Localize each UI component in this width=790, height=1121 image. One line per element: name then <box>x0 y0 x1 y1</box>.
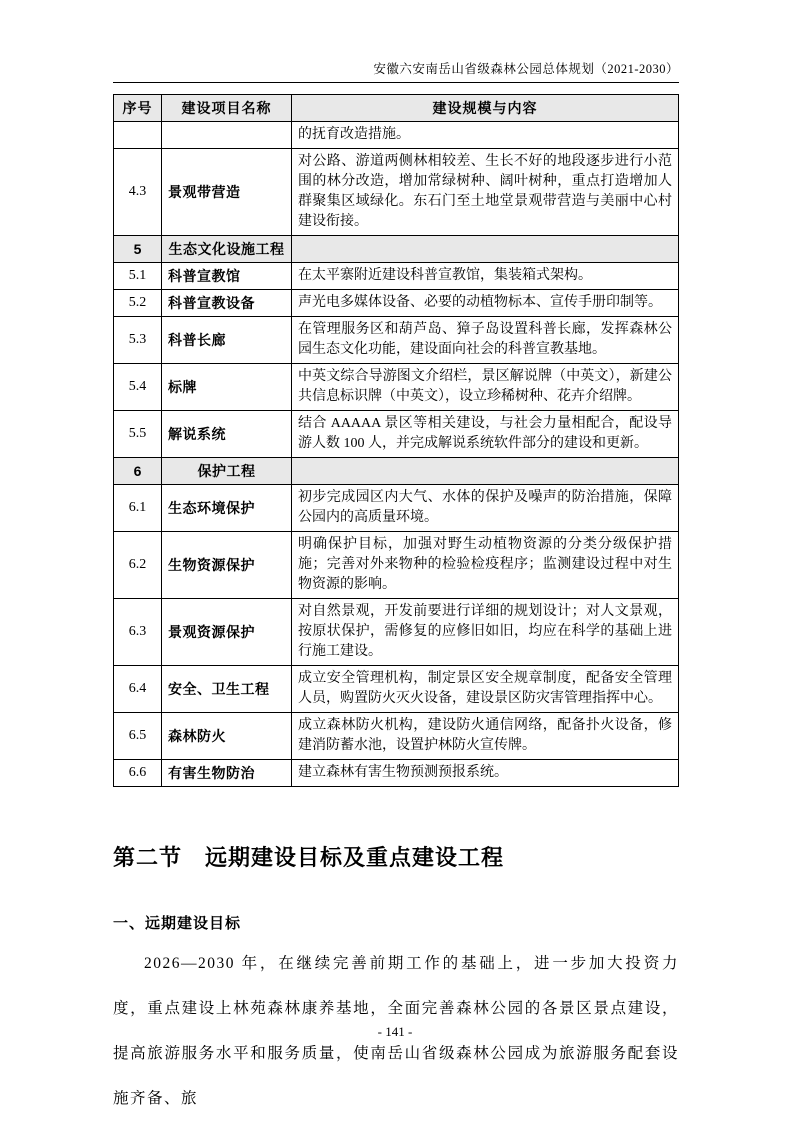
table-row <box>114 263 679 290</box>
column-header-scale-content: 建设规模与内容 <box>292 95 679 122</box>
table-header-row <box>114 95 679 122</box>
project-content: 明确保护目标，加强对野生动植物资源的分类分级保护措施；完善对外来物种的检验检疫程序；监测建设过程中对生物资源的影响。 <box>292 532 679 599</box>
running-head: 安徽六安南岳山省级森林公园总体规划（2021-2030） <box>373 62 679 76</box>
project-content: 对公路、游道两侧林相较差、生长不好的地段逐步进行小范围的林分改造，增加常绿树种、阔叶树种，重点打造增加人群聚集区域绿化。东石门至土地堂景观带营造与美丽中心村建设衔接。 <box>292 149 679 236</box>
row-number: 5.4 <box>114 364 162 411</box>
project-content: 在太平寨附近建设科普宣教馆，集装箱式架构。 <box>292 263 679 290</box>
project-name <box>162 122 292 149</box>
project-content: 成立森林防火机构，建设防火通信网络，配备扑火设备，修建消防蓄水池，设置护林防火宣传牌。 <box>292 713 679 760</box>
row-number: 6.4 <box>114 666 162 713</box>
row-number: 6.1 <box>114 485 162 532</box>
project-name: 生态文化设施工程 <box>162 236 292 263</box>
project-name: 科普宣教馆 <box>162 263 292 290</box>
row-number: 5 <box>114 236 162 263</box>
column-header-no: 序号 <box>114 95 162 122</box>
row-number: 6.6 <box>114 760 162 787</box>
project-name: 解说系统 <box>162 411 292 458</box>
header-rule <box>113 82 679 83</box>
project-name: 保护工程 <box>162 458 292 485</box>
project-content: 初步完成园区内大气、水体的保护及噪声的防治措施，保障公园内的高质量环境。 <box>292 485 679 532</box>
table-row <box>114 599 679 666</box>
table-row <box>114 532 679 599</box>
table-row <box>114 317 679 364</box>
section-heading: 第二节 远期建设目标及重点建设工程 <box>113 845 505 870</box>
row-number: 5.2 <box>114 290 162 317</box>
table-row <box>114 364 679 411</box>
row-number: 6 <box>114 458 162 485</box>
project-content: 成立安全管理机构，制定景区安全规章制度，配备安全管理人员，购置防火灭火设备，建设景区防灾害管理指挥中心。 <box>292 666 679 713</box>
row-number: 6.3 <box>114 599 162 666</box>
project-content: 建立森林有害生物预测预报系统。 <box>292 760 679 787</box>
row-number: 4.3 <box>114 149 162 236</box>
row-number: 5.3 <box>114 317 162 364</box>
project-name: 有害生物防治 <box>162 760 292 787</box>
project-content <box>292 458 679 485</box>
table-row <box>114 485 679 532</box>
project-name: 科普宣教设备 <box>162 290 292 317</box>
body-paragraph: 2026—2030 年，在继续完善前期工作的基础上，进一步加大投资力度，重点建设上林苑森林康养基地，全面完善森林公园的各景区景点建设，提高旅游服务水平和服务质量，使南岳山省级森林公园成为旅游服务配套设施齐备、旅 <box>113 955 679 1107</box>
project-name: 安全、卫生工程 <box>162 666 292 713</box>
row-number: 6.2 <box>114 532 162 599</box>
project-content <box>292 236 679 263</box>
table-row <box>114 411 679 458</box>
table-section-row <box>114 458 679 485</box>
construction-projects-table <box>113 94 679 787</box>
row-number <box>114 122 162 149</box>
project-content: 声光电多媒体设备、必要的动植物标本、宣传手册印制等。 <box>292 290 679 317</box>
row-number: 5.1 <box>114 263 162 290</box>
column-header-project-name: 建设项目名称 <box>162 95 292 122</box>
table-row <box>114 760 679 787</box>
table-row <box>114 290 679 317</box>
project-content: 在管理服务区和葫芦岛、獐子岛设置科普长廊，发挥森林公园生态文化功能，建设面向社会的科普宣教基地。 <box>292 317 679 364</box>
project-content: 中英文综合导游图文介绍栏，景区解说牌（中英文），新建公共信息标识牌（中英文），设立珍稀树种、花卉介绍牌。 <box>292 364 679 411</box>
table-row <box>114 149 679 236</box>
project-name: 科普长廊 <box>162 317 292 364</box>
page-content <box>113 0 679 1121</box>
project-name: 景观资源保护 <box>162 599 292 666</box>
table-row <box>114 122 679 149</box>
row-number: 6.5 <box>114 713 162 760</box>
project-content: 的抚育改造措施。 <box>292 122 679 149</box>
table-row <box>114 666 679 713</box>
project-name: 标牌 <box>162 364 292 411</box>
row-number: 5.5 <box>114 411 162 458</box>
project-content: 结合 AAAAA 景区等相关建设，与社会力量相配合，配设导游人数 100 人，并完成解说系统软件部分的建设和更新。 <box>292 411 679 458</box>
subsection-heading: 一、远期建设目标 <box>113 915 242 932</box>
project-name: 景观带营造 <box>162 149 292 236</box>
project-name: 森林防火 <box>162 713 292 760</box>
project-name: 生态环境保护 <box>162 485 292 532</box>
table-row <box>114 713 679 760</box>
project-content: 对自然景观，开发前要进行详细的规划设计；对人文景观，按原状保护，需修复的应修旧如旧，均应在科学的基础上进行施工建设。 <box>292 599 679 666</box>
project-name: 生物资源保护 <box>162 532 292 599</box>
table-section-row <box>114 236 679 263</box>
page-number: - 141 - <box>377 1024 413 1039</box>
